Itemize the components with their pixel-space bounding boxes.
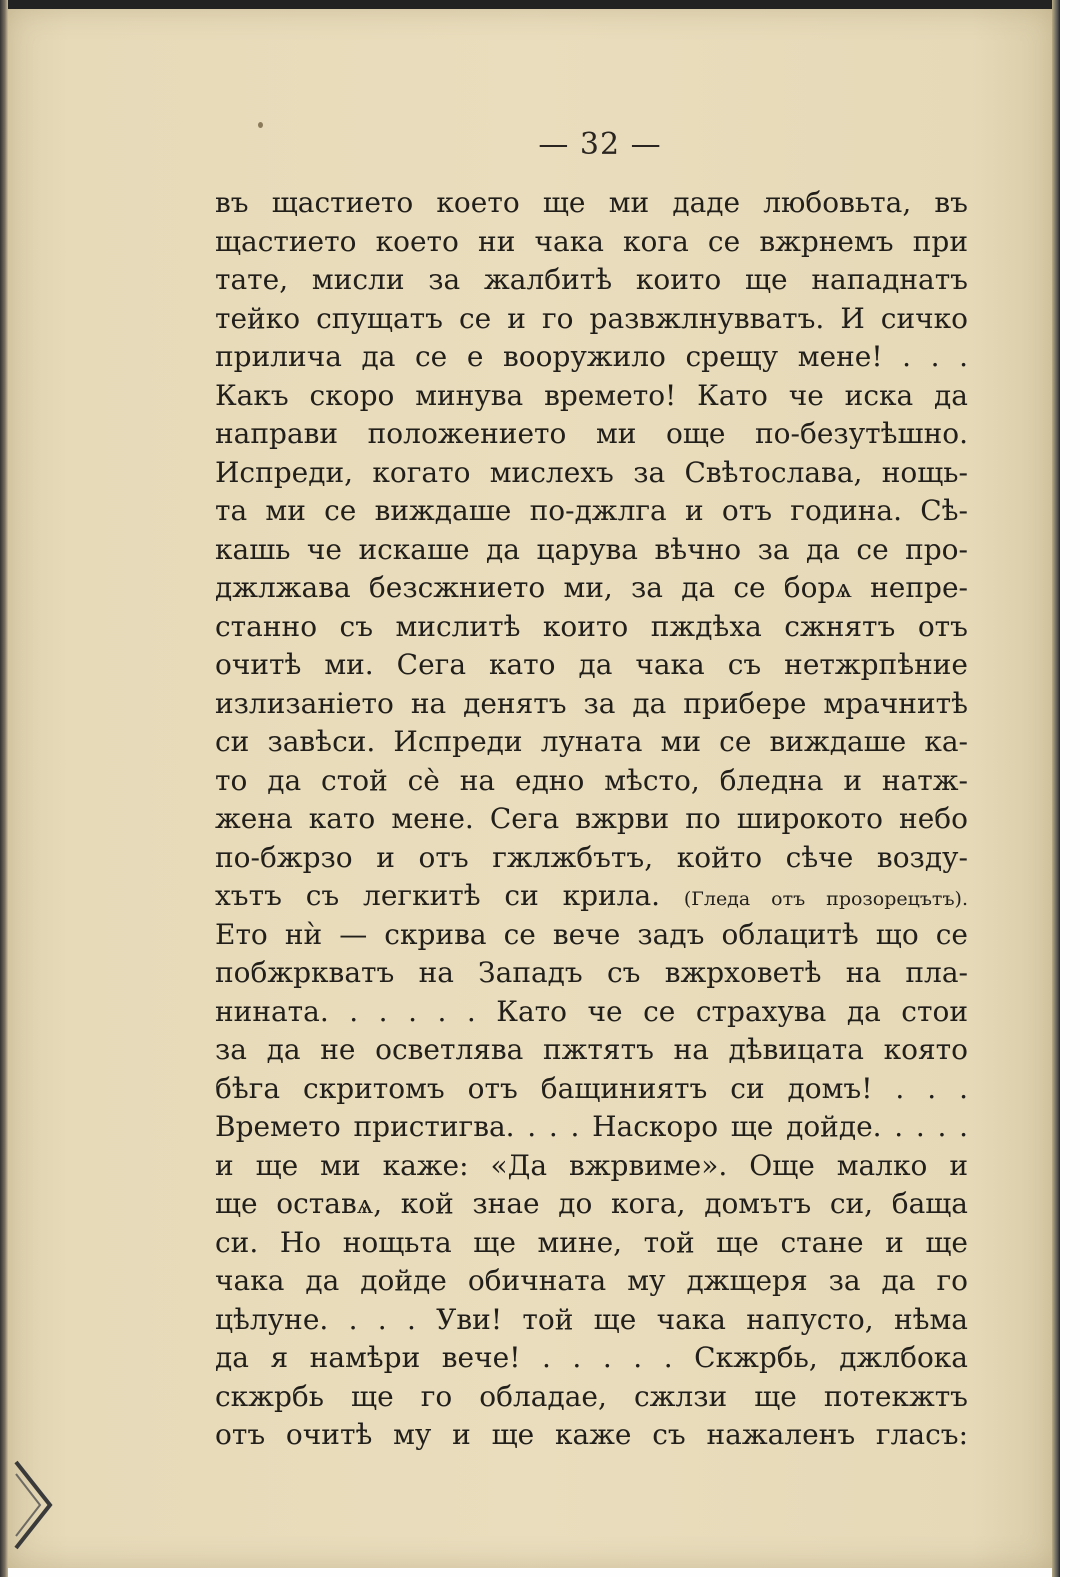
text-line: Какъ скоро минува времето! Като че иска да [215,378,968,412]
text-line: и ще ми каже: «Да вжрвиме». Още малко и [215,1148,968,1182]
text-line: бѣга скритомъ отъ бащиниятъ си домъ! . . . [215,1071,968,1105]
ink-speck [258,122,263,128]
text-line: скжрбь ще го обладае, сжлзи ще потекжтъ [215,1379,968,1413]
text-line: очитѣ ми. Сега като да чака съ нетжрпѣние [215,648,968,681]
text-line: тейко спущатъ се и го развжлнувватъ. И сичко [215,301,968,335]
text-line: нината. . . . . . Като че се страхува да стои [215,994,968,1028]
text-line: Времето пристигва. . . . Наскоро ще дойде. . . . . [215,1110,968,1143]
text-line: станно съ мислитѣ които пждѣха сжнятъ отъ [215,609,968,643]
page-number: — 32 — [538,127,662,162]
corner-fold-mark [14,1460,54,1550]
text-line: щастието което ни чака кога се вжрнемъ при [215,224,968,258]
text-line: си завѣси. Испреди луната ми се виждаше ка- [215,725,968,758]
text-line: джлжава безсжнието ми, за да се борѧ непре- [215,571,968,604]
text-line: прилича да се е вооружило срещу мене! . . . [215,340,968,373]
text-line: ще оставѧ, кой знае до кога, домътъ си, баща [215,1187,968,1220]
body-text [215,184,968,1455]
text-line: жена като мене. Сега вжрви по широкото небо [215,802,968,835]
text-line: отъ очитѣ му и ще каже съ нажаленъ гласъ: [215,1418,968,1451]
text-line: то да стой сѐ на едно мѣсто, бледна и натж- [215,763,968,797]
scan-right-border [1052,0,1060,1577]
text-line: въ щастието което ще ми даде любовьта, въ [215,186,968,219]
scan-top-border [0,0,1058,9]
text-line-with-stage-note [215,877,968,916]
text-line: тате, мисли за жалбитѣ които ще нападнатъ [215,263,968,296]
text-line: кашь че искаше да царува вѣчно за да се про- [215,532,968,566]
text-line: та ми се виждаше по-джлга и отъ година. Сѣ- [215,494,968,527]
text-line: Ето нѝ — скрива се вече задъ облацитѣ що се [215,917,968,951]
text-line: за да не осветлява пжтятъ на дѣвицата която [215,1033,968,1066]
text-line: излизаніето на денятъ за да прибере мрачнитѣ [215,686,968,720]
text-line: по-бжрзо и отъ гжлжбътъ, който сѣче возду- [215,840,968,874]
text-line: да я намѣри вече! . . . . . Скжрбь, джлбока [215,1341,968,1374]
stage-direction: (Гледа отъ прозорецътъ). [683,888,968,910]
text-line: си. Но нощьта ще мине, той ще стане и ще [215,1225,968,1259]
scan-left-border [0,0,8,1577]
text-line: Испреди, когато мислехъ за Свѣтослава, нощь- [215,455,968,489]
text-line: цѣлуне. . . . Уви! той ще чака напусто, нѣма [215,1302,968,1336]
text-line: чака да дойде обичната му джщеря за да го [215,1264,968,1297]
text-segment: хътъ съ легкитѣ си крила. [215,879,661,912]
text-line: направи положението ми още по-безутѣшно. [215,417,968,450]
text-line: побжркватъ на Западъ съ вжрховетѣ на пла- [215,956,968,989]
